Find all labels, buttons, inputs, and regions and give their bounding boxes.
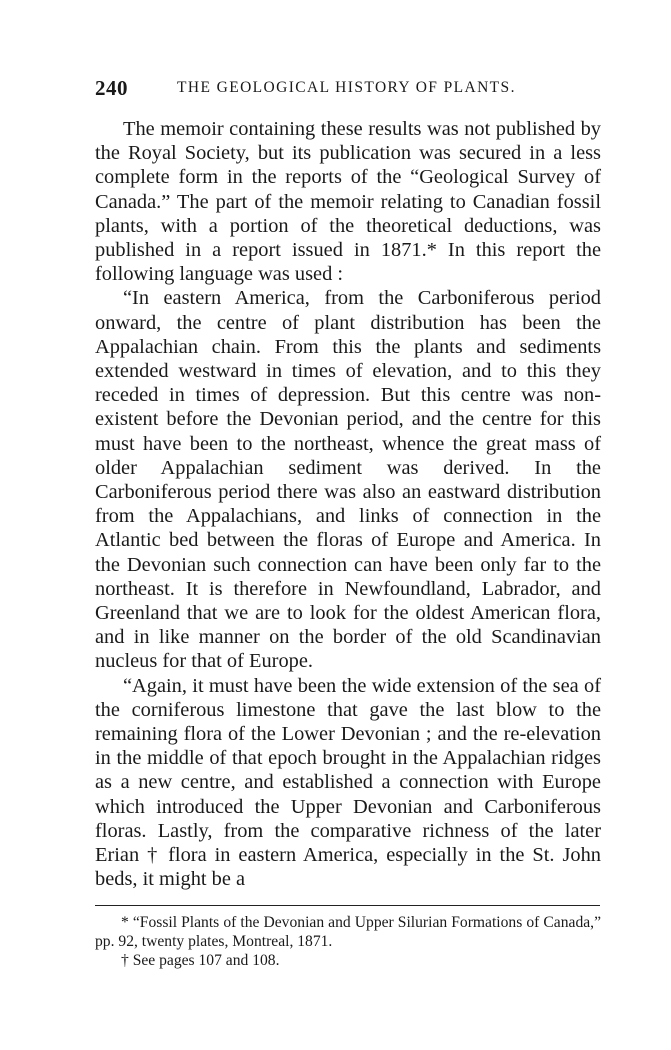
page-number: 240 [95, 76, 128, 100]
footnote: * “Fossil Plants of the Devonian and Upper Silurian Formations of Canada,” pp. 92, twenty plates, Montreal, 1871. [95, 914, 601, 950]
paragraph: “In eastern America, from the Carboniferous period onward, the centre of plant distribution has been the Appalachian chain. From this the plants and sediments extended westward in times of elevation, and to this they receded in times of depression. But this centre was non-existent before the Devonian period, and the centre for this must have been to the northeast, whence the great mass of older Appalachian sediment was derived. In the Carboniferous period there was also an eastward distribution from the Appalachians, and links of connection in the Atlantic bed between the floras of Europe and America. In the Devonian such connection can have been only far to the northeast. It is therefore in Newfoundland, Labrador, and Greenland that we are to look for the oldest American flora, and in like manner on the border of the old Scandinavian nucleus for that of Europe. [95, 287, 601, 673]
paragraph: The memoir containing these results was not published by the Royal Society, but its publication was secured in a less complete form in the reports of the “Geological Survey of Canada.” The part of the memoir relating to Canadian fossil plants, with a portion of the theoretical deductions, was published in a report issued in 1871.* In this report the following language was used : [95, 118, 601, 286]
footnotes [95, 913, 601, 970]
main-text [95, 117, 601, 892]
footnote: † See pages 107 and 108. [121, 952, 280, 969]
paragraph: “Again, it must have been the wide extension of the sea of the corniferous limestone that gave the last blow to the remaining flora of the Lower Devonian ; and the re-elevation in the middle of that epoch brought in the Appalachian ridges as a new centre, and established a connection with Europe which introduced the Upper Devonian and Carboniferous floras. Lastly, from the comparative richness of the later Erian † flora in eastern America, especially in the St. John beds, it might be a [95, 674, 601, 891]
running-head [95, 76, 600, 102]
running-title: THE GEOLOGICAL HISTORY OF PLANTS. [177, 79, 516, 96]
footnote-divider [95, 905, 600, 906]
